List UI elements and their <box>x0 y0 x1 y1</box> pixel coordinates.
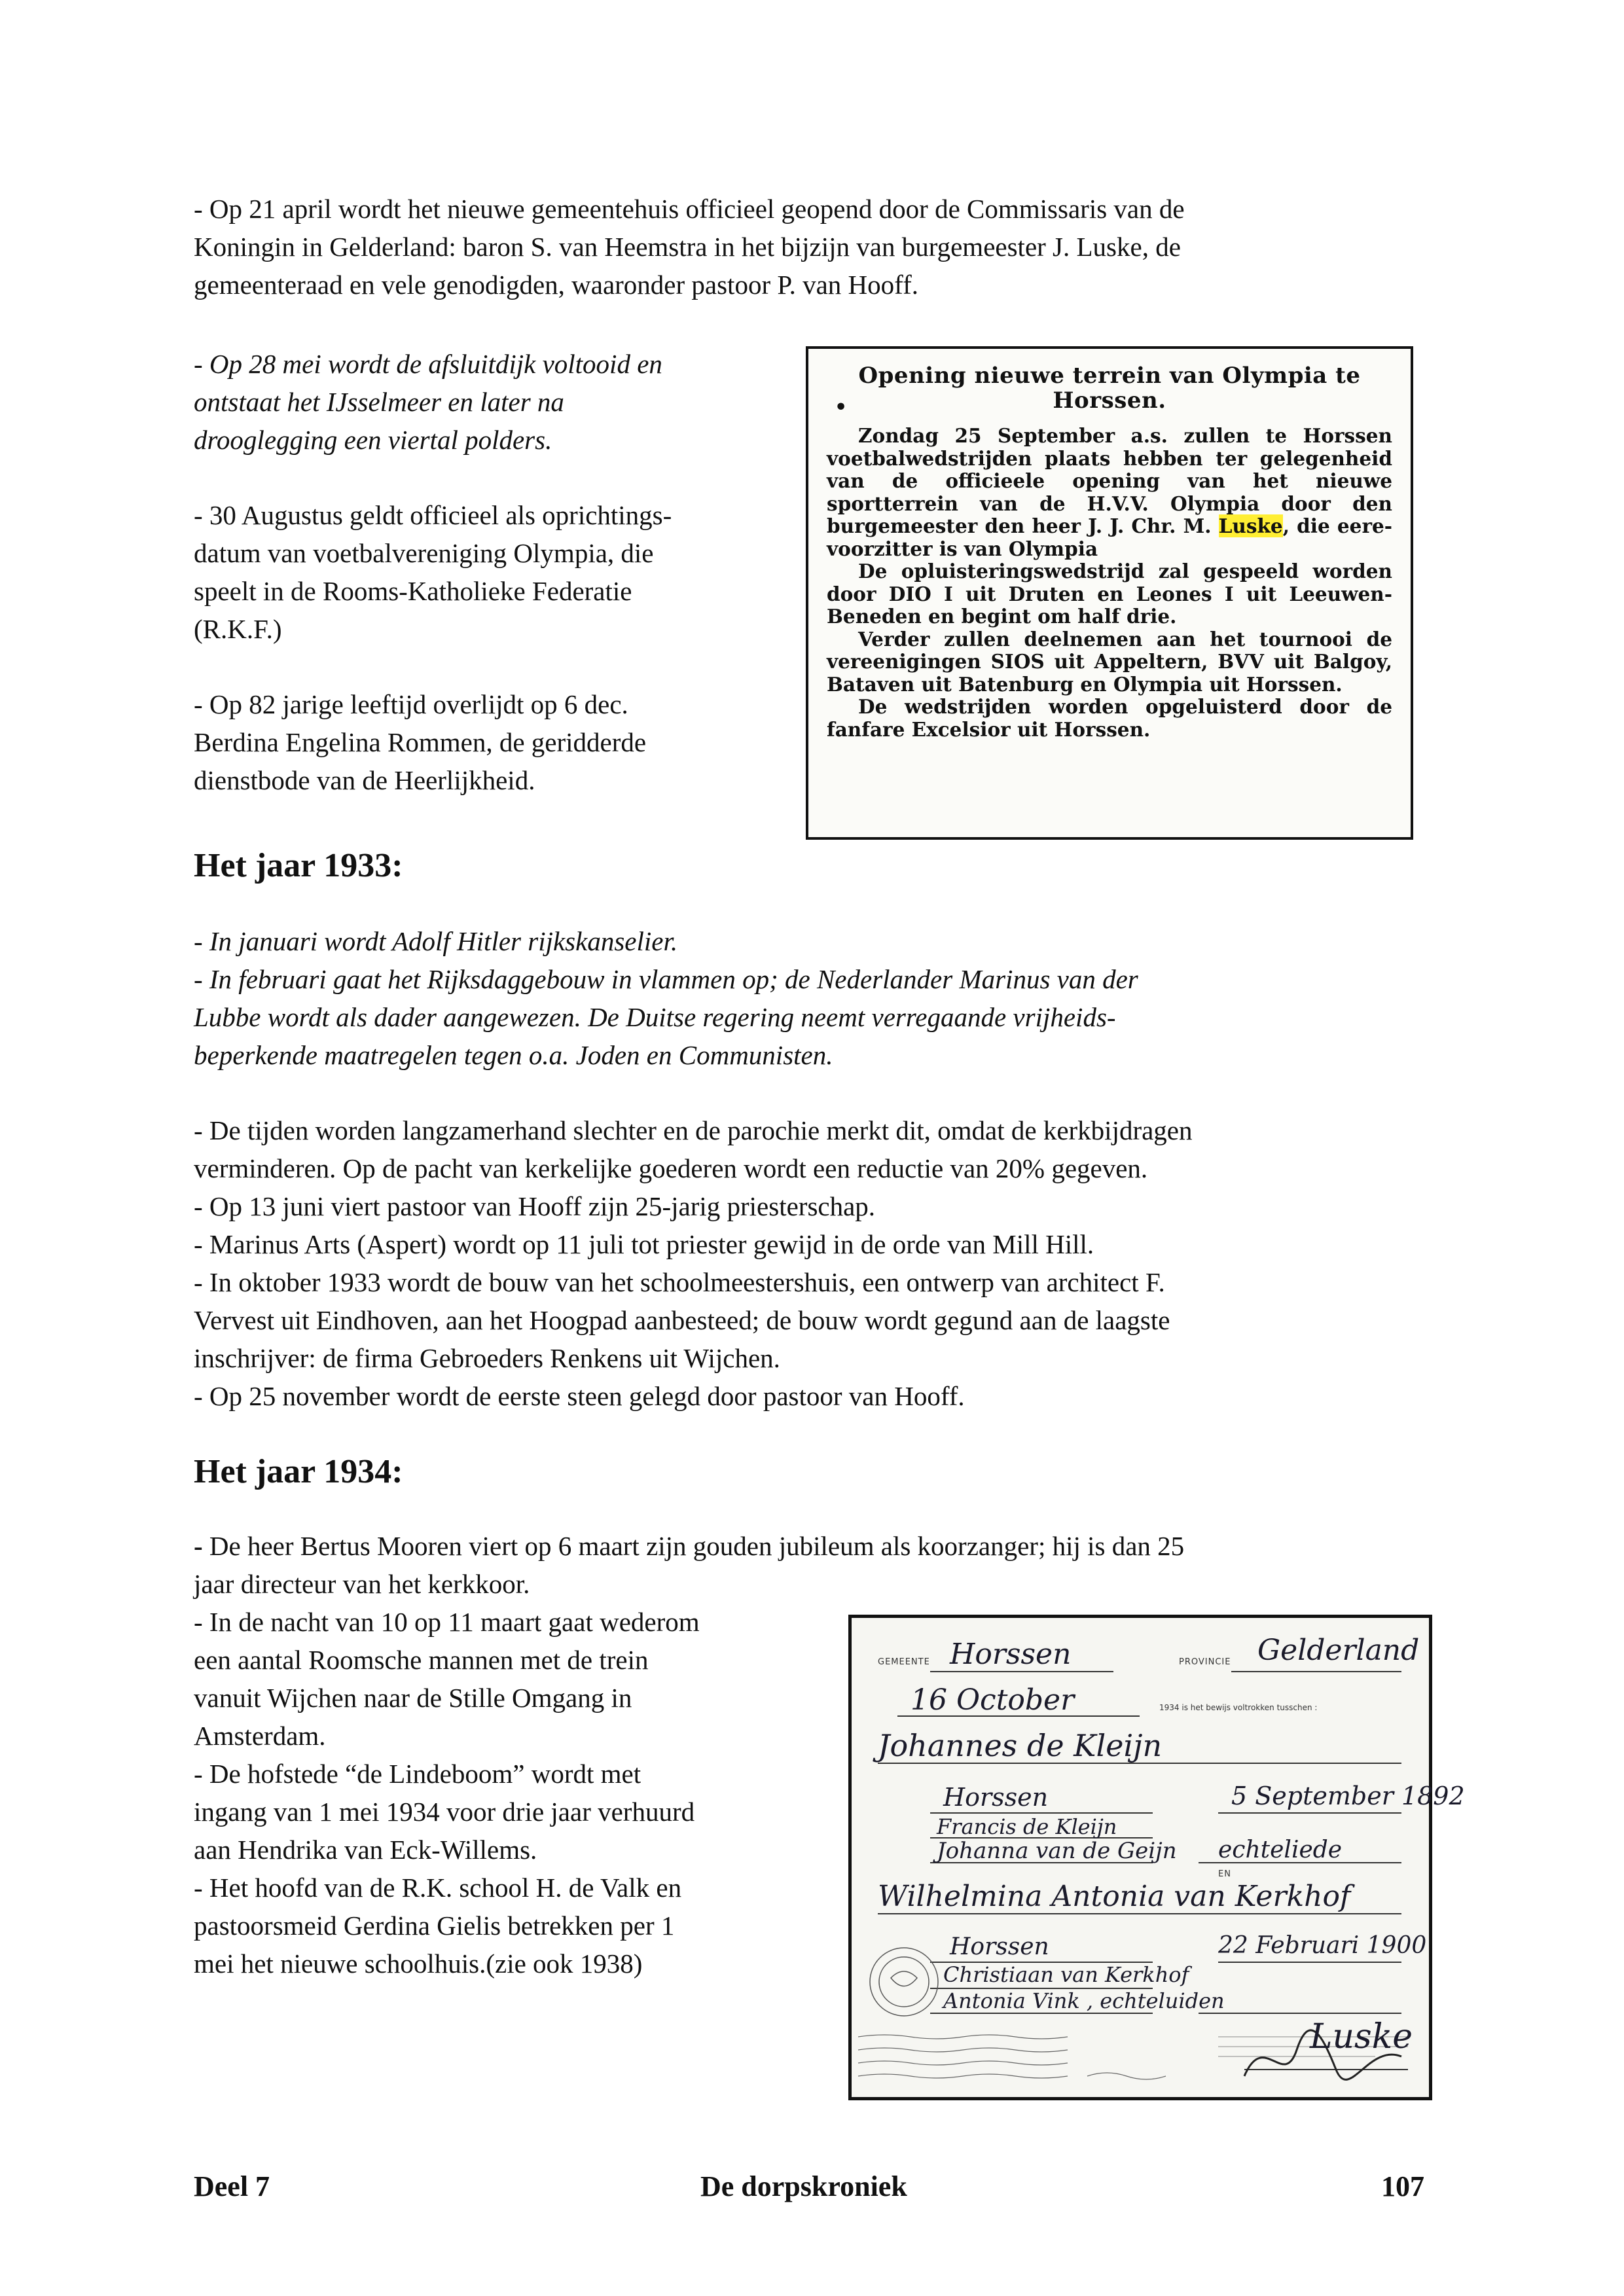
clipping-text: Zondag 25 September a.s. zullen te Horssen voetbalwedstrijden plaats hebben ter gelegenheid van de officieele opening van het nieuwe sportterrein van de H.V.V. Olympia door den burgemeester den heer J. J. Chr. M. <box>827 424 1392 537</box>
cert-date: 16 October <box>911 1683 1075 1717</box>
cert-groom-birthplace: Horssen <box>943 1783 1049 1812</box>
cert-groom-mother: Johanna van de Geijn <box>937 1838 1177 1864</box>
page-number: 107 <box>1381 2170 1424 2202</box>
heading-1934: Het jaar 1934: <box>194 1453 403 1490</box>
clipping-paragraph-3: Verder zullen deelnemen aan het tournooi de vereenigingen SIOS uit Appeltern, BVV uit Balgoy, Bataven uit Batenburg en Olympia uit Horssen. <box>827 627 1392 696</box>
marriage-certificate <box>848 1615 1465 2100</box>
cert-provincie: Gelderland <box>1257 1634 1420 1667</box>
cert-gemeente: Horssen <box>950 1638 1072 1671</box>
cert-status: echteliede <box>1218 1837 1343 1863</box>
footer-title: De dorpskroniek <box>700 2170 907 2202</box>
cert-bride-birthplace: Horssen <box>950 1933 1049 1960</box>
label-provincie: PROVINCIE <box>1179 1657 1231 1667</box>
mooren-paragraph <box>194 1527 1437 1603</box>
cert-bride-father: Christiaan van Kerkhof <box>943 1962 1189 1987</box>
cert-bride-birthdate: 22 Februari 1900 <box>1218 1932 1427 1959</box>
footer-part: Deel 7 <box>194 2170 270 2202</box>
bold-dash: - <box>194 1531 203 1561</box>
cert-groom-birthdate: 5 September 1892 <box>1231 1782 1465 1810</box>
cert-year-line: 1934 is het bewijs voltrokken tusschen : <box>1159 1703 1318 1712</box>
olympia-paragraph: - 30 Augustus geldt officieel als oprichtings- datum van voetbalvereniging Olympia, die speelt in de Rooms-Katholieke Federatie (R.K.F.) <box>194 500 672 644</box>
cert-bride: Wilhelmina Antonia van Kerkhof <box>878 1880 1351 1913</box>
clipping-title: Opening nieuwe terrein van Olympia te Horssen. <box>858 363 1361 414</box>
newspaper-clipping <box>806 346 1413 840</box>
clipping-paragraph-1 <box>827 425 1392 560</box>
clipping-paragraph-4: De wedstrijden worden opgeluisterd door de fanfare Excelsior uit Horssen. <box>827 695 1392 741</box>
clipping-text: , die eere-voorzitter is van Olympia <box>827 514 1393 560</box>
highlighted-name: Luske <box>1218 514 1283 537</box>
cert-bride-mother: Antonia Vink , echteluiden <box>943 1988 1225 2013</box>
events-1933: - De tijden worden langzamerhand slechter en de parochie merkt dit, omdat de kerkbijdragen verminderen. Op de pacht van kerkelijke goederen wordt een reductie van 20% gegeven. - Op 13 juni viert pastoor van Hooff zijn 25-jarig priesterschap. - Marinus Arts (Aspert) wordt op 11 juli tot priester gewijd in de orde van Mill Hill. - In oktober 1933 wordt de bouw van het schoolmeestershuis, een ontwerp van architect F. Vervest uit Eindhoven, aan het Hoogpad aanbesteed; de bouw wordt gegund aan de laagste inschrijver: de firma Gebroeders Renkens uit Wijchen. - Op 25 november wordt de eerste steen gelegd door pastoor van Hooff. <box>194 1115 1193 1411</box>
events-1934: - In de nacht van 10 op 11 maart gaat wederom een aantal Roomsche mannen met de trein vanuit Wijchen naar de Stille Omgang in Amsterdam. - De hofstede “de Lindeboom” wordt met ingang van 1 mei 1934 voor drie jaar verhuurd aan Hendrika van Eck-Willems. - Het hoofd van de R.K. school H. de Valk en pastoorsmeid Gerdina Gielis betrekken per 1 mei het nieuwe schoolhuis.(zie ook 1938) <box>194 1607 700 1979</box>
rommen-paragraph: - Op 82 jarige leeftijd overlijdt op 6 dec. Berdina Engelina Rommen, de geridderde dienstbode van de Heerlijkheid. <box>194 689 647 795</box>
cert-signature: Luske <box>1310 2017 1413 2056</box>
intro-paragraph: - Op 21 april wordt het nieuwe gemeentehuis officieel geopend door de Commissaris van de Koningin in Gelderland: baron S. van Heemstra in het bijzijn van burgemeester J. Luske, de gemeenteraad en vele genodigden, waaronder pastoor P. van Hooff. <box>194 194 1185 300</box>
mooren-text: De heer Bertus Mooren viert op 6 maart zijn gouden jubileum als koorzanger; hij is dan 25 jaar directeur van het kerkkoor. <box>194 1531 1185 1599</box>
clipping-dot: • <box>835 396 848 419</box>
cert-en: EN <box>1218 1869 1231 1879</box>
afsluitdijk-paragraph: - Op 28 mei wordt de afsluitdijk voltooid en ontstaat het IJsselmeer en later na drooglegging een viertal polders. <box>194 349 662 455</box>
world-events-1933: - In januari wordt Adolf Hitler rijkskanselier. - In februari gaat het Rijksdaggebouw in vlammen op; de Nederlander Marinus van der Lubbe wordt als dader aangewezen. De Duitse regering neemt verregaande vrijheids- beperkende maatregelen tegen o.a. Joden en Communisten. <box>194 926 1138 1070</box>
cert-groom-father: Francis de Kleijn <box>937 1814 1117 1839</box>
label-gemeente: GEMEENTE <box>878 1657 930 1667</box>
clipping-paragraph-2: De opluisteringswedstrijd zal gespeeld worden door DIO I uit Druten en Leones I uit Leeuwen-Beneden en begint om half drie. <box>827 560 1392 628</box>
heading-1933: Het jaar 1933: <box>194 847 403 884</box>
cert-groom: Johannes de Kleijn <box>878 1728 1163 1763</box>
